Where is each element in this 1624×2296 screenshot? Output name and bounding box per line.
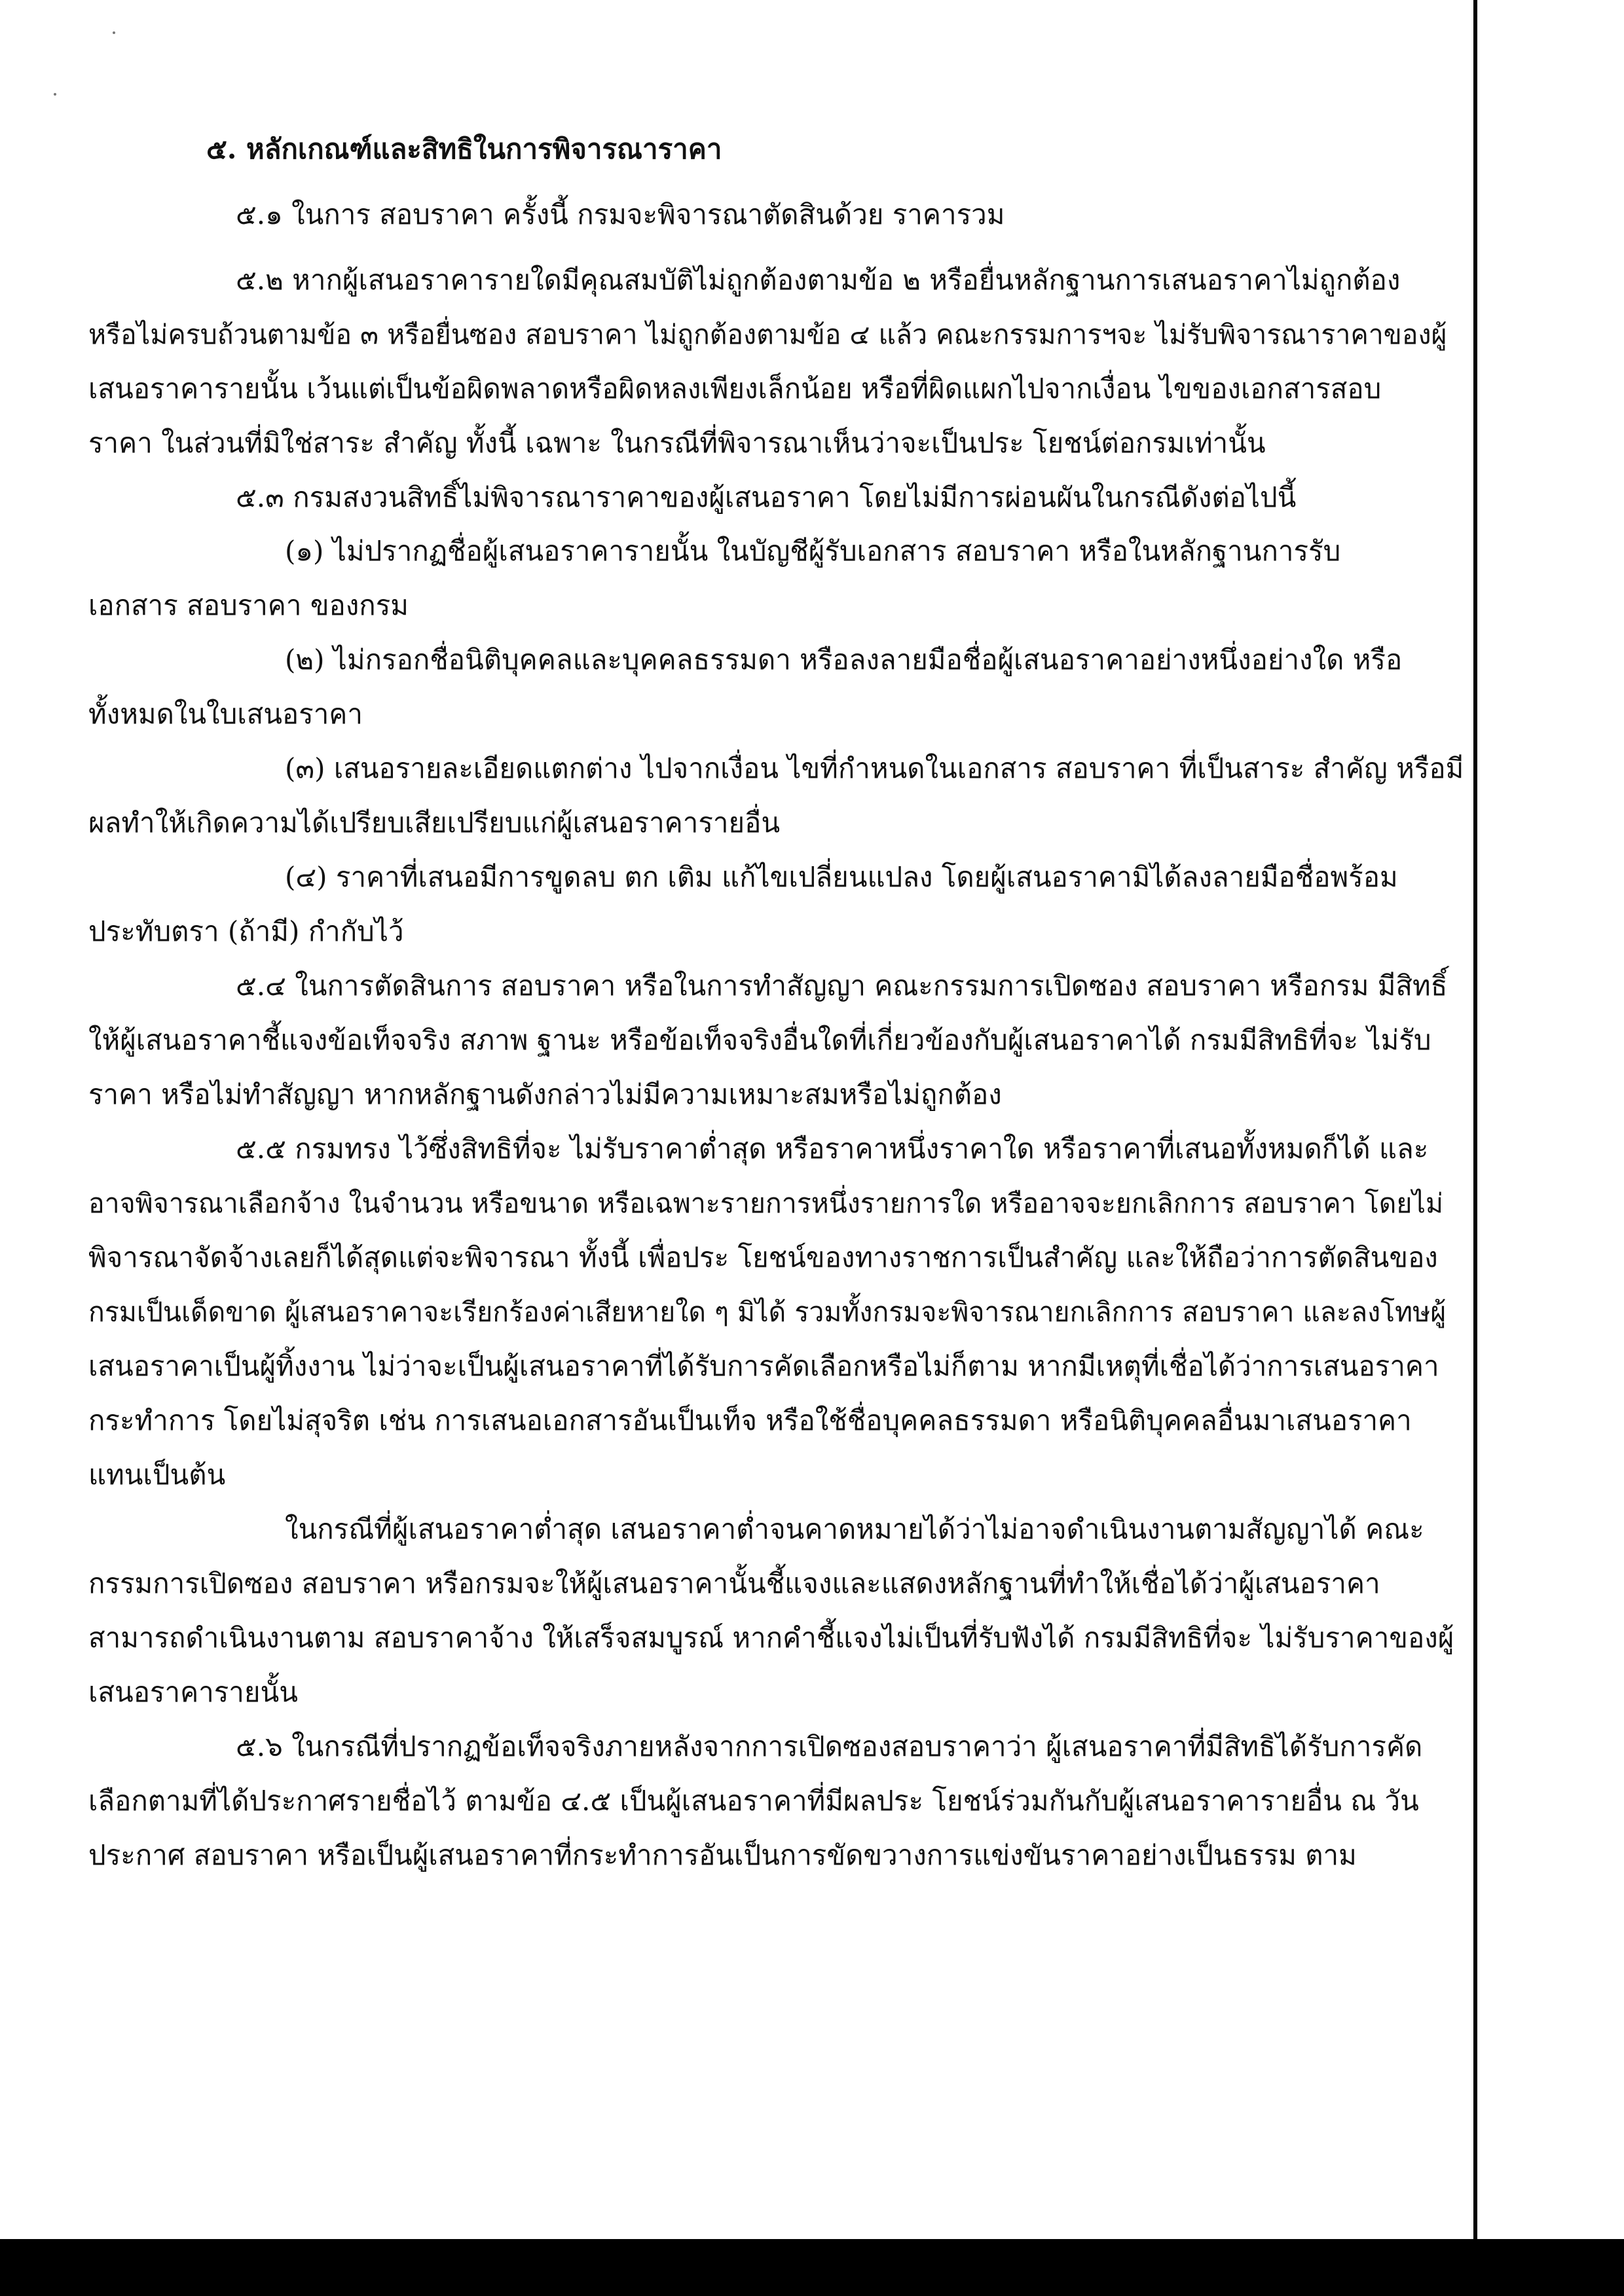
item-1-line-1: (๑) ไม่ปรากฏชื่อผู้เสนอราคารายนั้น ในบัญชีผู้รับเอกสาร สอบราคา หรือในหลักฐานการรับ xyxy=(285,535,1341,567)
item-3-line-1: (๓) เสนอรายละเอียดแตกต่าง ไปจากเงื่อน ไขที่กำหนดในเอกสาร สอบราคา ที่เป็นสาระ สำคัญ หรือมี xyxy=(285,752,1464,784)
item-4-line-1: (๔) ราคาที่เสนอมีการขูดลบ ตก เติม แก้ไขเปลี่ยนแปลง โดยผู้เสนอราคามิได้ลงลายมือชื่อพร้อม xyxy=(285,861,1398,893)
clause-5-5-line-7: แทนเป็นต้น xyxy=(88,1459,226,1491)
clause-5-5-line-1: ๕.๕ กรมทรง ไว้ซึ่งสิทธิที่จะ ไม่รับราคาต่ำสุด หรือราคาหนึ่งราคาใด หรือราคาที่เสนอทั้งหมดก็ได้ และ xyxy=(236,1133,1429,1165)
clause-5-5-line-2: อาจพิจารณาเลือกจ้าง ในจำนวน หรือขนาด หรือเฉพาะรายการหนึ่งรายการใด หรืออาจจะยกเลิกการ สอบราคา โดยไม่ xyxy=(88,1188,1444,1219)
clause-5-3: ๕.๓ กรมสงวนสิทธิ์ไม่พิจารณาราคาของผู้เสนอราคา โดยไม่มีการผ่อนผันในกรณีดังต่อไปนี้ xyxy=(236,481,1297,513)
scan-bottom-bar xyxy=(0,2239,1624,2296)
clause-5-4-line-2: ให้ผู้เสนอราคาชี้แจงข้อเท็จจริง สภาพ ฐานะ หรือข้อเท็จจริงอื่นใดที่เกี่ยวข้องกับผู้เสนอราคาได้ กรมมีสิทธิที่จะ ไม่รับ xyxy=(88,1024,1431,1056)
clause-5-5-line-5: เสนอราคาเป็นผู้ทิ้งงาน ไม่ว่าจะเป็นผู้เสนอราคาที่ได้รับการคัดเลือกหรือไม่ก็ตาม หากมีเหตุที่เชื่อได้ว่าการเสนอราคา xyxy=(88,1350,1439,1382)
clause-5-5-line-4: กรมเป็นเด็ดขาด ผู้เสนอราคาจะเรียกร้องค่าเสียหายใด ๆ มิได้ รวมทั้งกรมจะพิจารณายกเลิกการ สอบราคา และลงโทษผู้ xyxy=(88,1296,1447,1328)
clause-5-6-line-1: ๕.๖ ในกรณีที่ปรากฏข้อเท็จจริงภายหลังจากการเปิดซองสอบราคาว่า ผู้เสนอราคาที่มีสิทธิได้รับการคัด xyxy=(236,1730,1423,1762)
clause-5-2-line-1: ๕.๒ หากผู้เสนอราคารายใดมีคุณสมบัติไม่ถูกต้องตามข้อ ๒ หรือยื่นหลักฐานการเสนอราคาไม่ถูกต้อง xyxy=(236,264,1401,296)
section-heading: ๕. หลักเกณฑ์และสิทธิในการพิจารณาราคา xyxy=(206,133,722,165)
clause-5-6-line-2: เลือกตามที่ได้ประกาศรายชื่อไว้ ตามข้อ ๔.๕ เป็นผู้เสนอราคาที่มีผลประ โยชน์ร่วมกันกับผู้เสนอราคารายอื่น ณ วัน xyxy=(88,1785,1419,1817)
clause-5-4-line-1: ๕.๔ ในการตัดสินการ สอบราคา หรือในการทำสัญญา คณะกรรมการเปิดซอง สอบราคา หรือกรม มีสิทธิ์ xyxy=(236,970,1448,1002)
clause-5-2-line-4: ราคา ในส่วนที่มิใช่สาระ สำคัญ ทั้งนี้ เฉพาะ ในกรณีที่พิจารณาเห็นว่าจะเป็นประ โยชน์ต่อกรมเท่านั้น xyxy=(88,427,1266,459)
paragraph-lowest-bid-line-4: เสนอราคารายนั้น xyxy=(88,1676,298,1708)
clause-5-2-line-3: เสนอราคารายนั้น เว้นแต่เป็นข้อผิดพลาดหรือผิดหลงเพียงเล็กน้อย หรือที่ผิดแผกไปจากเงื่อน ไขของเอกสารสอบ xyxy=(88,373,1382,405)
paragraph-lowest-bid-line-3: สามารถดำเนินงานตาม สอบราคาจ้าง ให้เสร็จสมบูรณ์ หากคำชี้แจงไม่เป็นที่รับฟังได้ กรมมีสิทธิที่จะ ไม่รับราคาของผู้ xyxy=(88,1622,1454,1654)
clause-5-2-line-2: หรือไม่ครบถ้วนตามข้อ ๓ หรือยื่นซอง สอบราคา ไม่ถูกต้องตามข้อ ๔ แล้ว คณะกรรมการฯจะ ไม่รับพิจารณาราคาของผู้ xyxy=(88,319,1447,350)
scan-speck xyxy=(54,93,56,96)
clause-5-1: ๕.๑ ในการ สอบราคา ครั้งนี้ กรมจะพิจารณาตัดสินด้วย ราคารวม xyxy=(236,198,1005,230)
clause-5-5-line-6: กระทำการ โดยไม่สุจริต เช่น การเสนอเอกสารอันเป็นเท็จ หรือใช้ชื่อบุคคลธรรมดา หรือนิติบุคคลอื่นมาเสนอราคา xyxy=(88,1404,1412,1436)
scan-right-border xyxy=(1473,0,1477,2239)
item-2-line-2: ทั้งหมดในใบเสนอราคา xyxy=(88,698,363,730)
clause-5-4-line-3: ราคา หรือไม่ทำสัญญา หากหลักฐานดังกล่าวไม่มีความเหมาะสมหรือไม่ถูกต้อง xyxy=(88,1078,1002,1110)
item-2-line-1: (๒) ไม่กรอกชื่อนิติบุคคลและบุคคลธรรมดา หรือลงลายมือชื่อผู้เสนอราคาอย่างหนึ่งอย่างใด หรือ xyxy=(285,644,1403,676)
item-3-line-2: ผลทำให้เกิดความได้เปรียบเสียเปรียบแก่ผู้เสนอราคารายอื่น xyxy=(88,807,781,839)
clause-5-6-line-3: ประกาศ สอบราคา หรือเป็นผู้เสนอราคาที่กระทำการอันเป็นการขัดขวางการแข่งขันราคาอย่างเป็นธรรม ตาม xyxy=(88,1839,1357,1871)
clause-5-5-line-3: พิจารณาจัดจ้างเลยก็ได้สุดแต่จะพิจารณา ทั้งนี้ เพื่อประ โยชน์ของทางราชการเป็นสำคัญ และให้ถือว่าการตัดสินของ xyxy=(88,1241,1438,1273)
item-1-line-2: เอกสาร สอบราคา ของกรม xyxy=(88,589,409,621)
paragraph-lowest-bid-line-2: กรรมการเปิดซอง สอบราคา หรือกรมจะให้ผู้เสนอราคานั้นชี้แจงและแสดงหลักฐานที่ทำให้เชื่อได้ว่าผู้เสนอราคา xyxy=(88,1567,1380,1599)
item-4-line-2: ประทับตรา (ถ้ามี) กำกับไว้ xyxy=(88,915,404,947)
scan-speck xyxy=(113,31,115,34)
paragraph-lowest-bid-line-1: ในกรณีที่ผู้เสนอราคาต่ำสุด เสนอราคาต่ำจนคาดหมายได้ว่าไม่อาจดำเนินงานตามสัญญาได้ คณะ xyxy=(285,1513,1424,1545)
